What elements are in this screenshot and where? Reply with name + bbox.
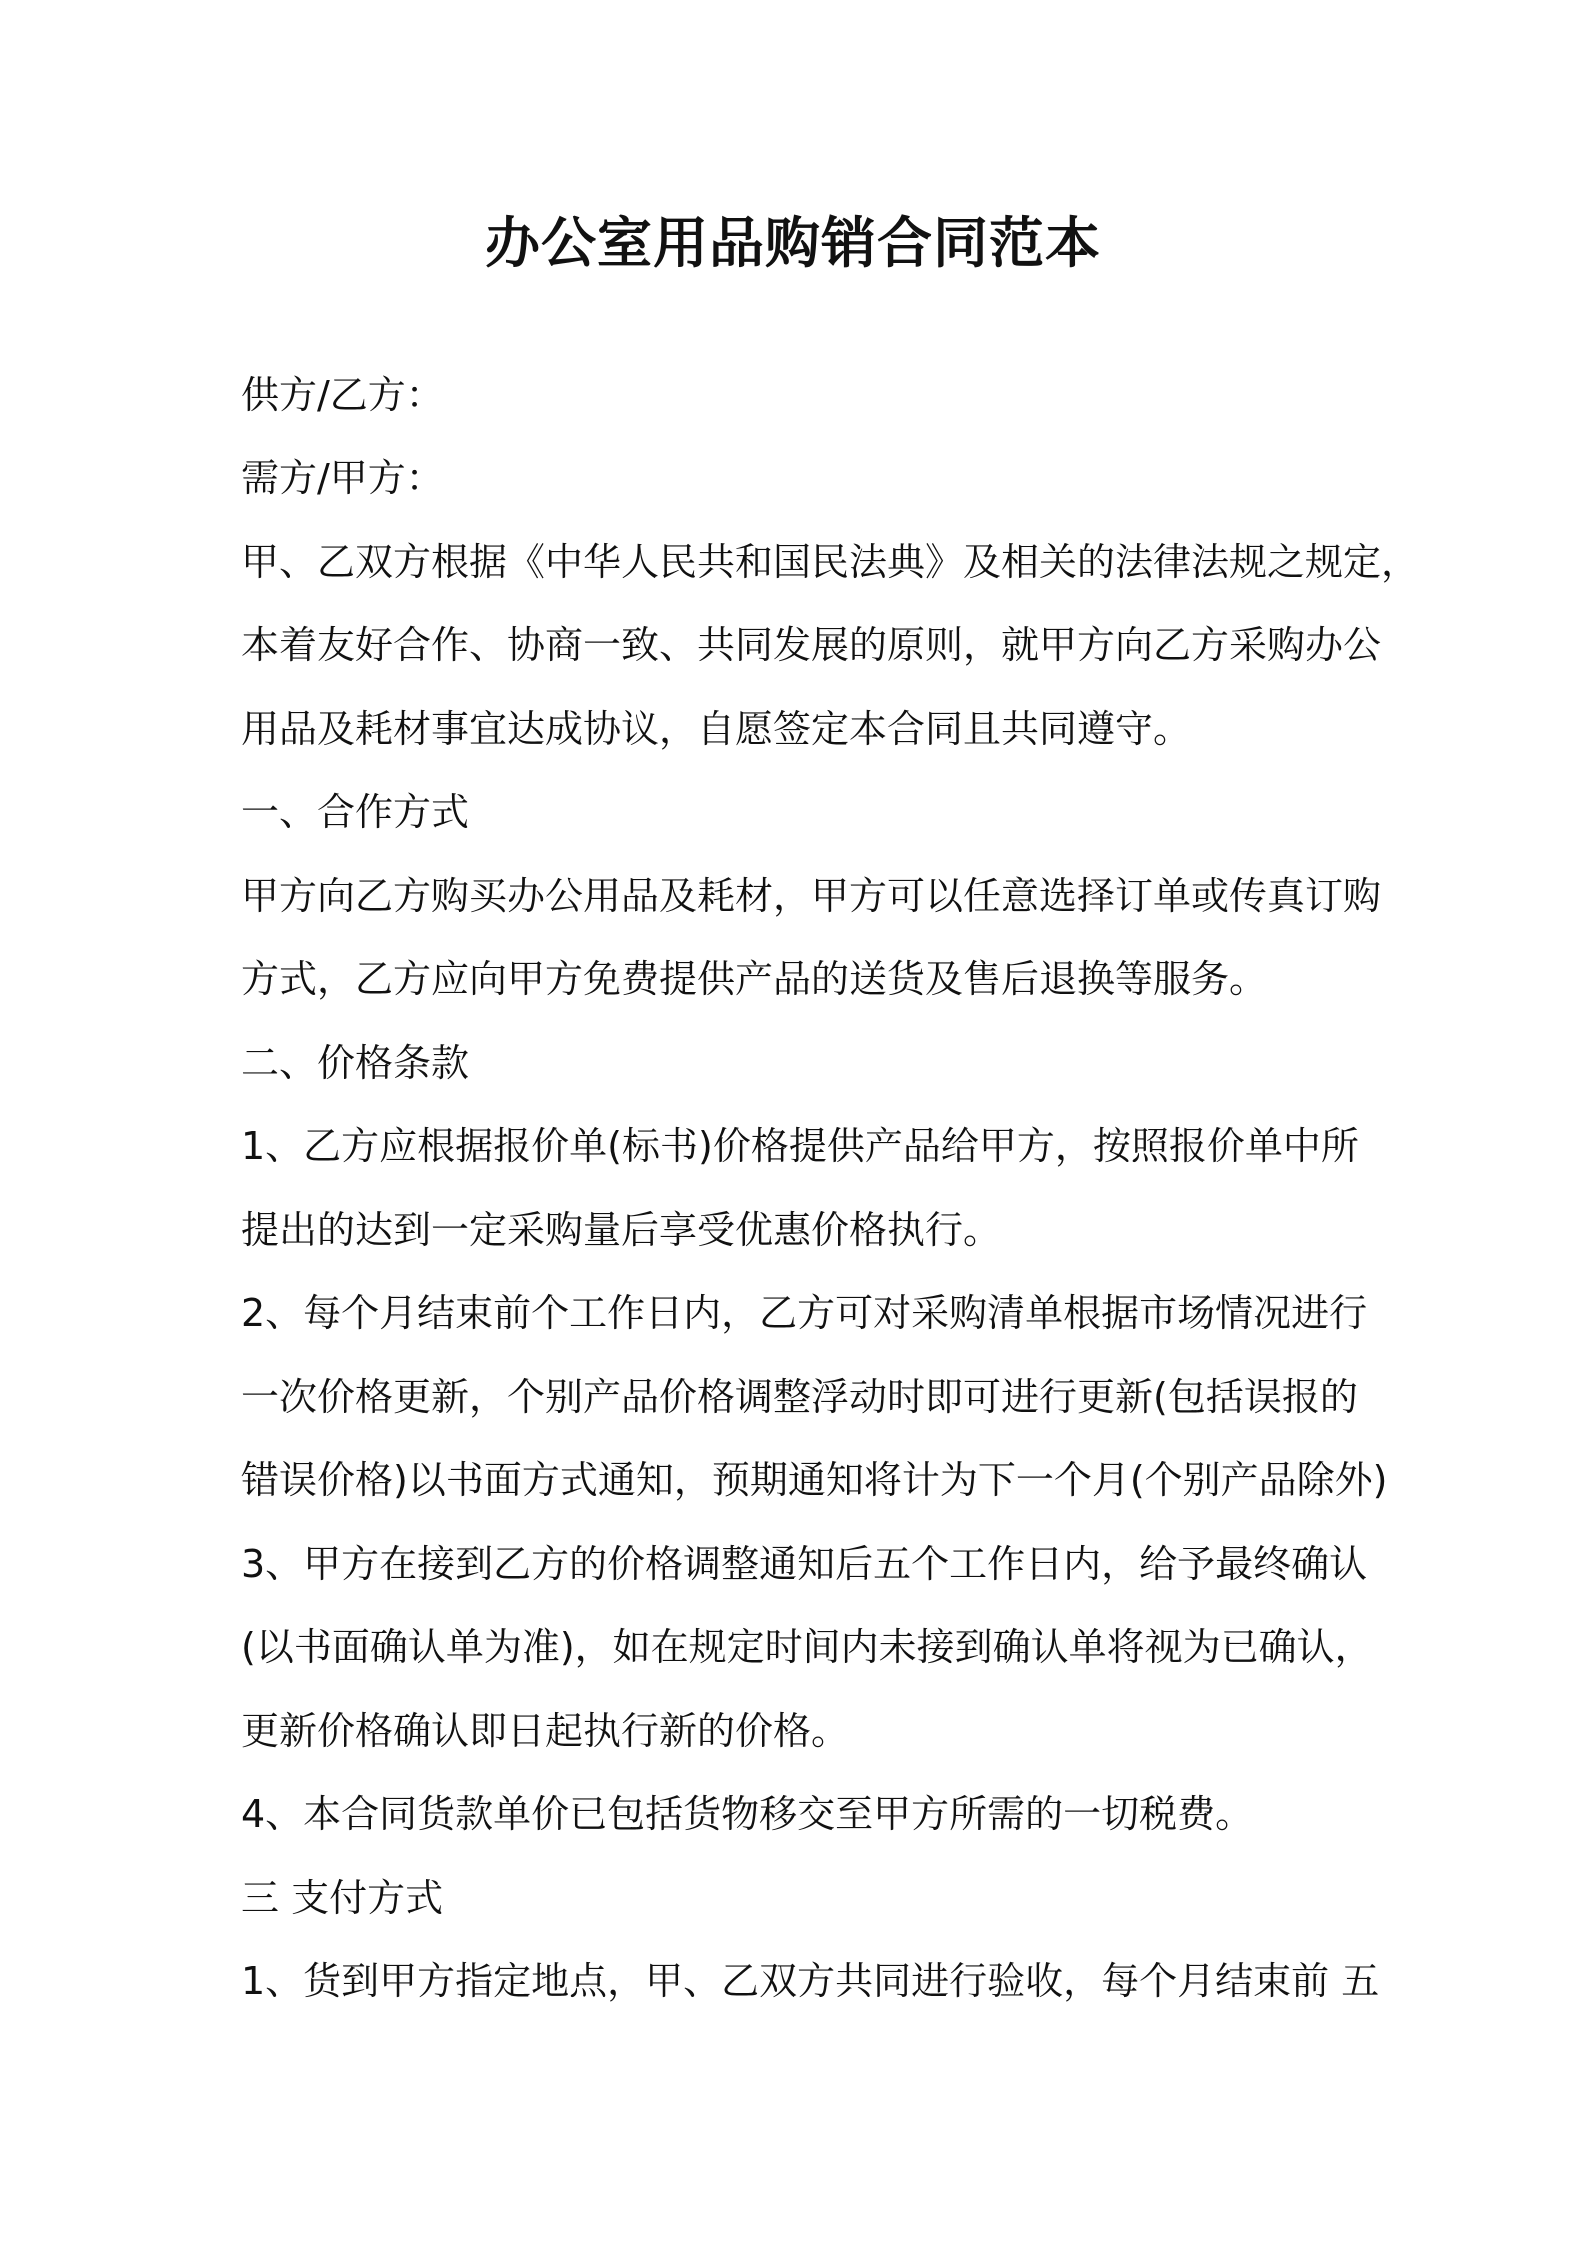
paragraph-line: 1、货到甲方指定地点，甲、乙双方共同进行验收，每个月结束前 五 <box>241 1959 1380 2003</box>
paragraph-line: 一次价格更新，个别产品价格调整浮动时即可进行更新(包括误报的 <box>241 1375 1358 1419</box>
paragraph-line: 本着友好合作、协商一致、共同发展的原则，就甲方向乙方采购办公 <box>241 623 1382 667</box>
paragraph-line: 1、乙方应根据报价单(标书)价格提供产品给甲方，按照报价单中所 <box>241 1124 1359 1168</box>
supplier-line: 供方/乙方： <box>241 373 444 417</box>
paragraph-line: 提出的达到一定采购量后享受优惠价格执行。 <box>241 1208 1002 1252</box>
paragraph-line: 用品及耗材事宜达成协议，自愿签定本合同且共同遵守。 <box>241 707 1192 751</box>
paragraph-line: (以书面确认单为准)，如在规定时间内未接到确认单将视为已确认， <box>241 1625 1373 1669</box>
paragraph-line: 更新价格确认即日起执行新的价格。 <box>241 1709 850 1753</box>
paragraph-line: 错误价格)以书面方式通知，预期通知将计为下一个月(个别产品除外) <box>241 1458 1388 1502</box>
paragraph-line: 3、甲方在接到乙方的价格调整通知后五个工作日内，给予最终确认 <box>241 1542 1368 1586</box>
paragraph-line: 甲、乙双方根据《中华人民共和国民法典》及相关的法律法规之规定， <box>241 540 1420 584</box>
section-heading: 三 支付方式 <box>241 1876 444 1920</box>
section-heading: 一、合作方式 <box>241 790 470 834</box>
section-heading: 二、价格条款 <box>241 1041 470 1085</box>
paragraph-line: 2、每个月结束前个工作日内，乙方可对采购清单根据市场情况进行 <box>241 1291 1368 1335</box>
paragraph-line: 方式，乙方应向甲方免费提供产品的送货及售后退换等服务。 <box>241 957 1268 1001</box>
paragraph-line: 4、本合同货款单价已包括货物移交至甲方所需的一切税费。 <box>241 1792 1254 1836</box>
page-title: 办公室用品购销合同范本 <box>484 211 1101 275</box>
paragraph-line: 甲方向乙方购买办公用品及耗材，甲方可以任意选择订单或传真订购 <box>241 874 1382 918</box>
buyer-line: 需方/甲方： <box>241 456 444 500</box>
